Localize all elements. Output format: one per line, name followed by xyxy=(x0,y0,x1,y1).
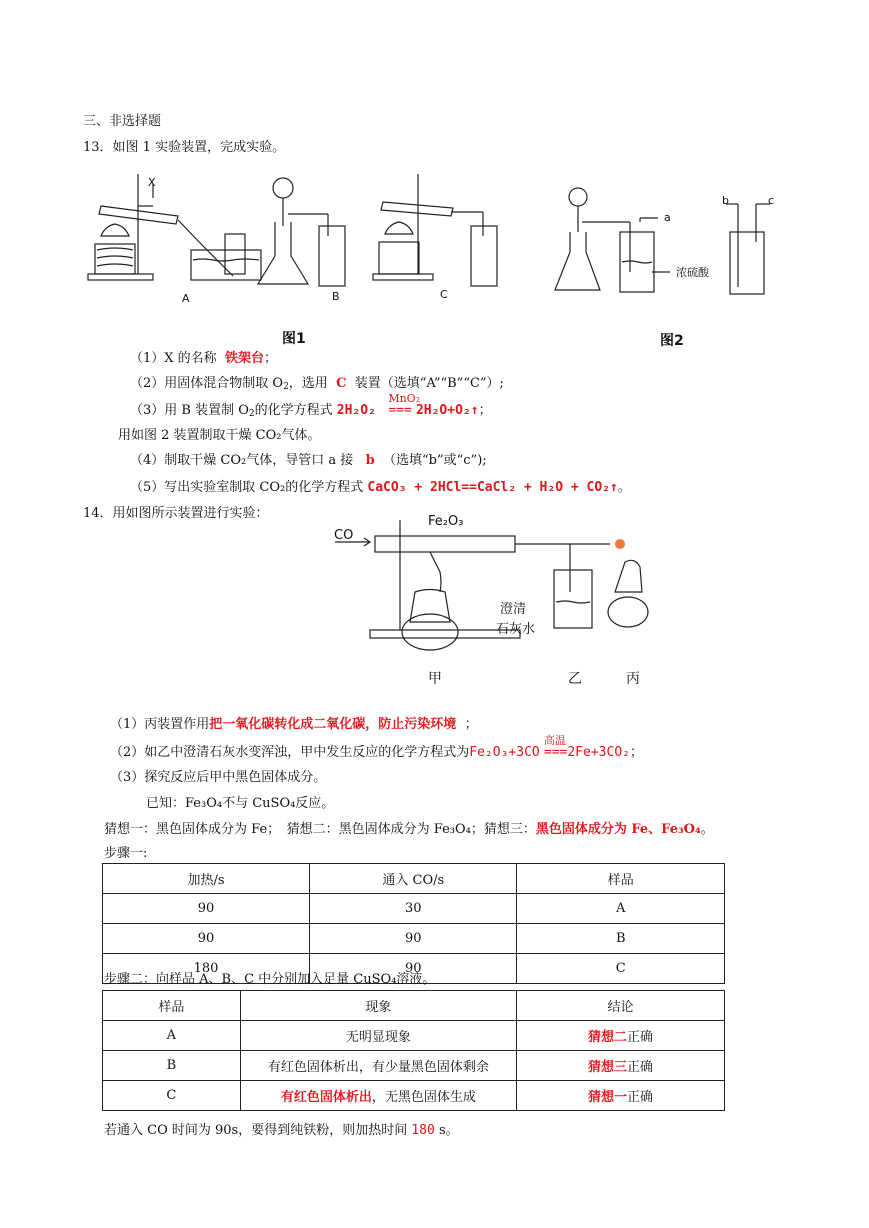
table-row xyxy=(103,864,725,894)
label-apparatus-b: B xyxy=(332,290,340,303)
label-apparatus-c: C xyxy=(440,288,448,301)
answer-x-name: 铁架台 xyxy=(224,351,264,366)
section-heading: 三、非选择题 xyxy=(83,114,162,129)
answer-guess-3: 黑色固体成分为 Fe、Fe₃O₄ xyxy=(535,822,701,837)
q13-dry-co2: 用如图 2 装置制取干燥 CO₂气体。 xyxy=(118,428,321,443)
table-cell: 猜想二正确 xyxy=(517,1021,725,1051)
table-cell: 90 xyxy=(310,954,517,984)
q13-part-1: （1）X 的名称 铁架台； xyxy=(130,351,277,366)
answer-h2o2-eq-left: 2H₂O₂ xyxy=(336,403,376,418)
table-cell: A xyxy=(103,1021,241,1051)
label-fig2-a: a xyxy=(664,211,671,224)
label-limewater-2: 石灰水 xyxy=(496,622,536,637)
label-yi: 乙 xyxy=(568,671,582,687)
label-fig2-acid: 浓硫酸 xyxy=(676,266,709,279)
q13-part-4: （4）制取干燥 CO₂气体，导管口 a 接 b （选填“b”或“c”); xyxy=(130,453,487,468)
q14-step-2-label: 步骤二：向样品 A、B、C 中分别加入足量 CuSO₄溶液。 xyxy=(104,972,436,987)
table-cell: 90 xyxy=(103,924,310,954)
label-fig2-c: c xyxy=(768,194,775,207)
answer-apparatus: C xyxy=(336,376,347,391)
q14-guesses: 猜想一：黑色固体成分为 Fe； 猜想二：黑色固体成分为 Fe₃O₄；猜想三：黑色固体成分为 Fe、Fe₃O₄。 xyxy=(104,822,714,837)
table-cell: B xyxy=(517,924,725,954)
table-header-cell: 通入 CO/s xyxy=(310,864,517,894)
label-fig2-b: b xyxy=(722,194,729,207)
table-cell: C xyxy=(517,954,725,984)
answer-fe2o3-eq-right: 2Fe+3CO₂ xyxy=(567,745,630,760)
table-cell: 无明显现象 xyxy=(240,1021,516,1051)
label-bing: 丙 xyxy=(626,671,640,687)
figure-2-label: 图2 xyxy=(660,333,684,349)
table-cell: 90 xyxy=(310,924,517,954)
table-header-cell: 结论 xyxy=(517,991,725,1021)
table-cell: 猜想三正确 xyxy=(517,1051,725,1081)
table-cell: C xyxy=(103,1081,241,1111)
q14-known: 已知：Fe₃O₄不与 CuSO₄反应。 xyxy=(146,796,335,811)
figure-2-apparatus xyxy=(550,182,790,302)
table-cell: 有红色固体析出，有少量黑色固体剩余 xyxy=(240,1051,516,1081)
q14-part-2: （2）如乙中澄清石灰水变浑浊，甲中发生反应的化学方程式为Fe₂O₃+3CO 高温 ===2Fe+3CO₂； xyxy=(110,734,643,760)
label-limewater-1: 澄清 xyxy=(500,602,527,617)
q13-part-5: （5）写出实验室制取 CO₂的化学方程式 CaCO₃ + 2HCl==CaCl₂ + H₂O + CO₂↑。 xyxy=(130,480,631,495)
label-jia: 甲 xyxy=(428,671,442,687)
label-x: X xyxy=(148,176,156,189)
table-cell: B xyxy=(103,1051,241,1081)
condition-high-temp: 高温 xyxy=(543,734,566,747)
answer-h2o2-eq-right: 2H₂O+O₂↑ xyxy=(415,403,479,418)
q14-part-1: （1）丙装置作用把一氧化碳转化成二氧化碳，防止污染环境 ； xyxy=(110,717,478,732)
answer-heat-time: 180 xyxy=(411,1123,435,1138)
q14-stem: 14．用如图所示装置进行实验： xyxy=(83,506,269,521)
table-row xyxy=(103,1021,725,1051)
q14-step-1-label: 步骤一: xyxy=(104,846,148,861)
q14-part-3: （3）探究反应后甲中黑色固体成分。 xyxy=(110,770,327,785)
table-cell: 猜想一正确 xyxy=(517,1081,725,1111)
q13-part-2: （2）用固体混合物制取 $O_2$，选用 C 装置（选填“A”“B”“C”）; xyxy=(130,376,504,392)
table-row xyxy=(103,991,725,1021)
table-cell: 180 xyxy=(103,954,310,984)
table-cell: 30 xyxy=(310,894,517,924)
table-row xyxy=(103,924,725,954)
answer-co2-eq: CaCO₃ + 2HCl==CaCl₂ + H₂O + CO₂↑ xyxy=(367,480,618,495)
table-row xyxy=(103,1051,725,1081)
answer-bing-function: 把一氧化碳转化成二氧化碳，防止污染环境 xyxy=(209,717,457,732)
table-header-cell: 样品 xyxy=(103,991,241,1021)
table-cell: 90 xyxy=(103,894,310,924)
label-apparatus-a: A xyxy=(182,292,190,305)
table-header-cell: 加热/s xyxy=(103,864,310,894)
table-cell: 有红色固体析出，无黑色固体生成 xyxy=(240,1081,516,1111)
figure-1-label: 图1 xyxy=(282,331,306,347)
q13-part-3: （3）用 B 装置制 $O_2$的化学方程式 2H₂O₂ MnO₂ === 2H₂O+O₂↑； xyxy=(130,392,492,419)
table-step-1 xyxy=(102,863,725,984)
label-fe2o3: Fe₂O₃ xyxy=(428,514,464,529)
answer-fe2o3-eq-left: Fe₂O₃+3CO xyxy=(469,745,540,760)
q13-stem: 13．如图 1 实验装置，完成实验。 xyxy=(83,140,286,155)
table-row xyxy=(103,894,725,924)
q14-final: 若通入 CO 时间为 90s，要得到纯铁粉，则加热时间 180 s。 xyxy=(104,1123,459,1138)
catalyst-mno2: MnO₂ xyxy=(388,392,421,405)
table-cell: A xyxy=(517,894,725,924)
answer-port: b xyxy=(365,453,375,468)
table-row xyxy=(103,1081,725,1111)
table-step-2 xyxy=(102,990,725,1111)
table-header-cell: 样品 xyxy=(517,864,725,894)
label-co-inlet: CO xyxy=(334,528,354,543)
table-header-cell: 现象 xyxy=(240,991,516,1021)
